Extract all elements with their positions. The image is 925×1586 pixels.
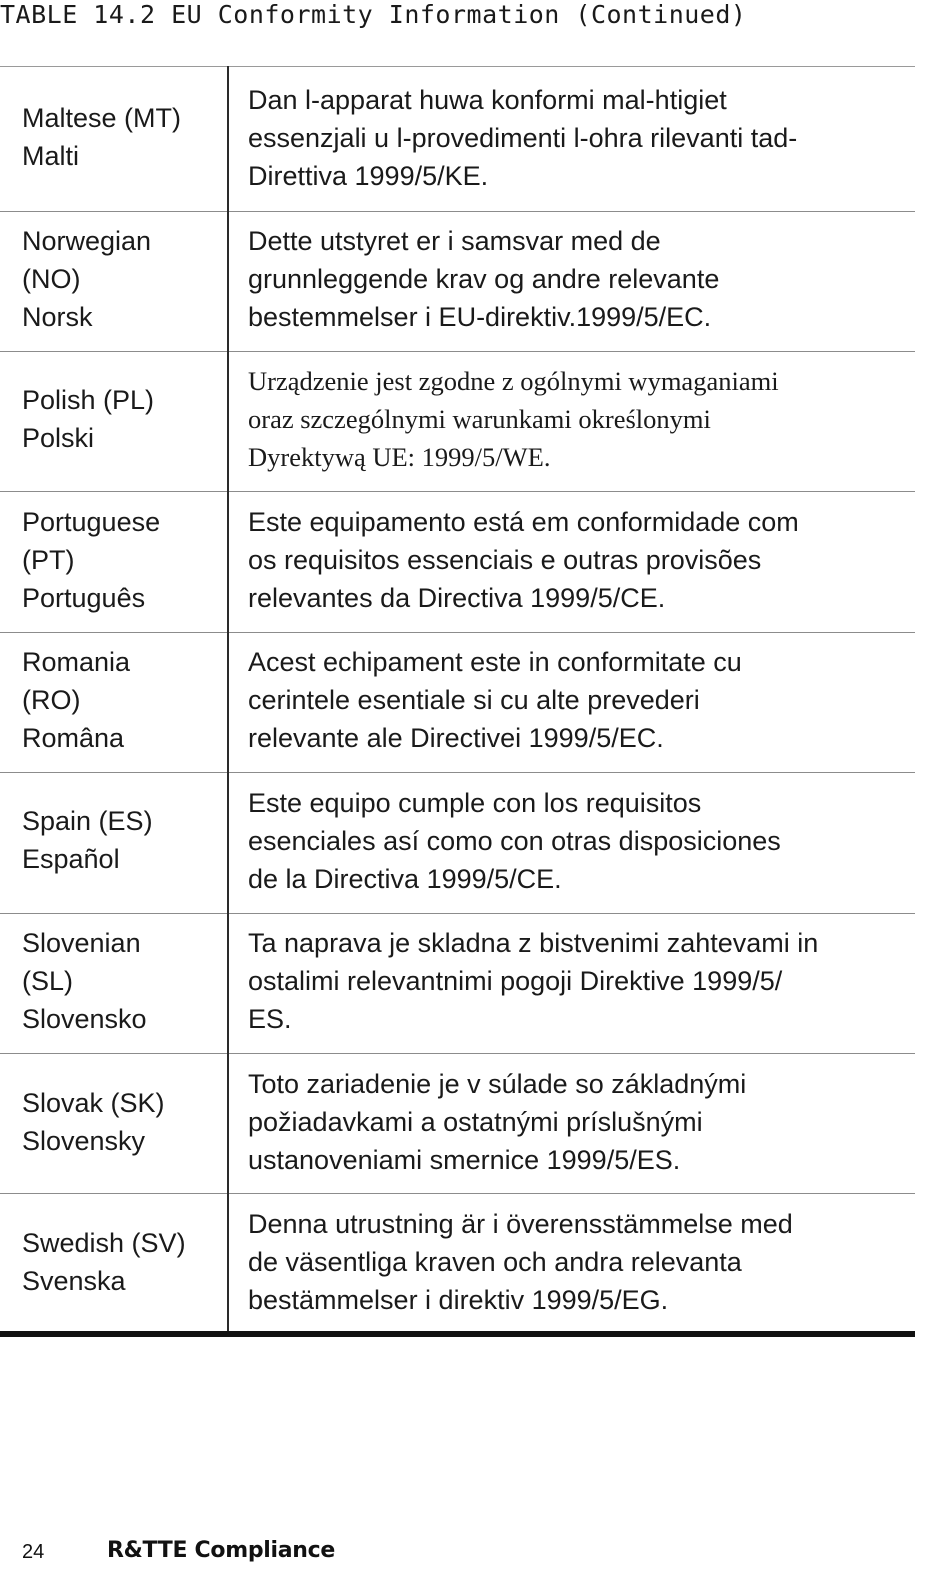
language-cell: Portuguese (PT) Português bbox=[22, 507, 161, 613]
statement-cell: Urządzenie jest zgodne z ogólnymi wymaganiami oraz szczególnymi warunkami określonymi Dyrektywą UE: 1999/5/WE. bbox=[248, 366, 779, 472]
statement-cell: Toto zariadenie je v súlade so základnými požiadavkami a ostatnými príslušnými ustanoveniami smernice 1999/5/ES. bbox=[248, 1069, 747, 1175]
table-caption: TABLE 14.2 EU Conformity Information (Continued) bbox=[0, 0, 747, 29]
statement-cell: Dan l-apparat huwa konformi mal-htigiet essenzjali u l-provedimenti l-ohra rilevanti tad- Direttiva 1999/5/KE. bbox=[248, 85, 798, 191]
table-row bbox=[0, 212, 915, 352]
table-row bbox=[0, 1194, 915, 1331]
table-bottom-rule bbox=[0, 1331, 915, 1337]
statement-cell: Dette utstyret er i samsvar med de grunnleggende krav og andre relevante bestemmelser i EU-direktiv.1999/5/EC. bbox=[248, 226, 720, 332]
table-row bbox=[0, 773, 915, 914]
page-number: 24 bbox=[22, 1541, 45, 1563]
language-cell: Romania (RO) Româna bbox=[22, 647, 131, 753]
language-cell: Norwegian (NO) Norsk bbox=[22, 226, 152, 332]
language-cell: Slovak (SK) Slovensky bbox=[22, 1088, 165, 1156]
language-cell: Polish (PL) Polski bbox=[22, 385, 155, 453]
language-cell: Slovenian (SL) Slovensko bbox=[22, 928, 147, 1034]
language-cell: Maltese (MT) Malti bbox=[22, 103, 182, 171]
statement-cell: Este equipamento está em conformidade com os requisitos essenciais e outras provisões relevantes da Directiva 1999/5/CE. bbox=[248, 507, 799, 613]
table-row bbox=[0, 67, 915, 212]
statement-cell: Acest echipament este in conformitate cu cerintele esentiale si cu alte prevederi relevante ale Directivei 1999/5/EC. bbox=[248, 647, 742, 753]
language-cell: Spain (ES) Español bbox=[22, 806, 153, 874]
statement-cell: Denna utrustning är i överensstämmelse med de väsentliga kraven och andra relevanta bestämmelser i direktiv 1999/5/EG. bbox=[248, 1209, 793, 1315]
statement-cell: Este equipo cumple con los requisitos esenciales así como con otras disposiciones de la Directiva 1999/5/CE. bbox=[248, 788, 781, 894]
table-row bbox=[0, 352, 915, 492]
column-divider bbox=[227, 66, 229, 1334]
statement-cell: Ta naprava je skladna z bistvenimi zahtevami in ostalimi relevantnimi pogoji Direktive 1999/5/ ES. bbox=[248, 928, 819, 1034]
table-row bbox=[0, 1054, 915, 1194]
running-footer-title: R&TTE Compliance bbox=[107, 1538, 336, 1563]
table-row bbox=[0, 492, 915, 633]
language-cell: Swedish (SV) Svenska bbox=[22, 1228, 186, 1296]
table-row bbox=[0, 633, 915, 773]
table-row bbox=[0, 914, 915, 1054]
conformity-table bbox=[0, 67, 915, 1331]
